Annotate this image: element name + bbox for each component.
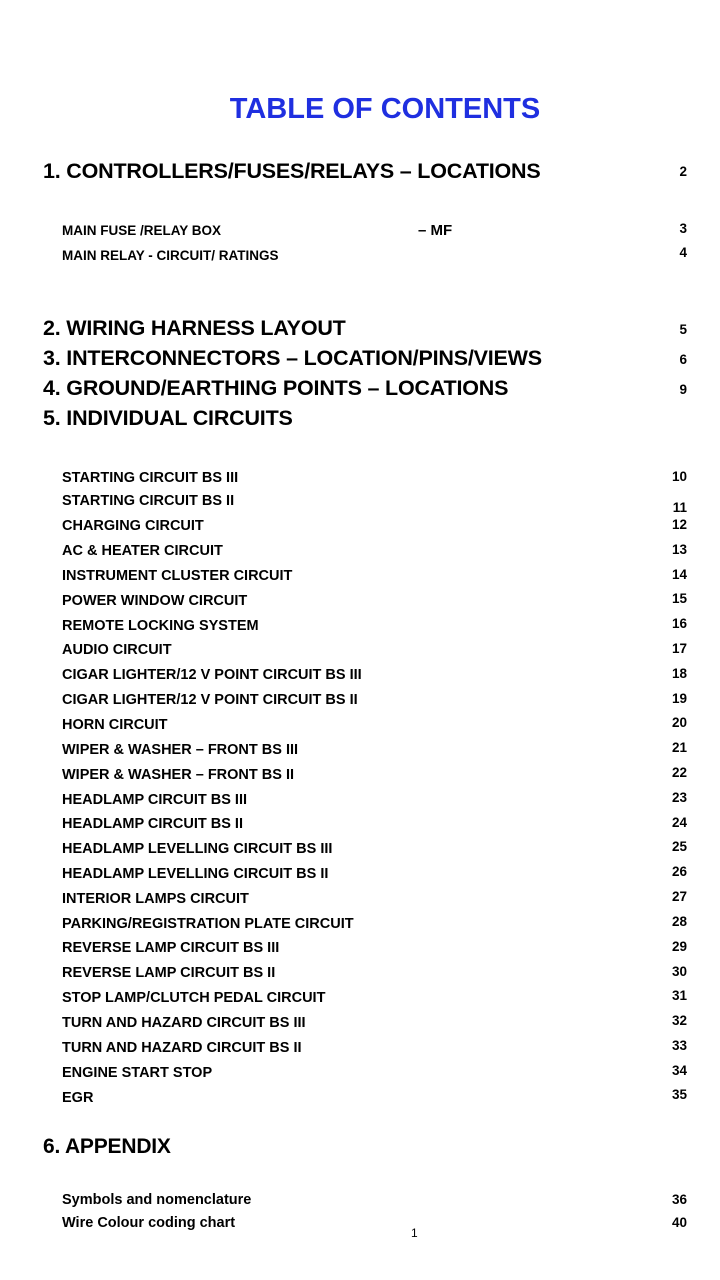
toc-item-page: 34 bbox=[671, 1063, 687, 1078]
toc-item[interactable]: STARTING CIRCUIT BS III bbox=[62, 470, 239, 486]
toc-item-page: 35 bbox=[671, 1087, 687, 1102]
toc-item[interactable]: HEADLAMP LEVELLING CIRCUIT BS II bbox=[62, 866, 329, 882]
toc-item-mf-suffix: – MF bbox=[418, 222, 453, 239]
section-2-heading[interactable]: 2. WIRING HARNESS LAYOUT bbox=[43, 316, 346, 340]
section-1-heading[interactable]: 1. CONTROLLERS/FUSES/RELAYS – LOCATIONS bbox=[43, 159, 541, 183]
section-1-page: 2 bbox=[679, 164, 687, 179]
toc-item[interactable]: CIGAR LIGHTER/12 V POINT CIRCUIT BS III bbox=[62, 667, 362, 683]
toc-item[interactable]: EGR bbox=[62, 1090, 94, 1106]
toc-item[interactable]: REVERSE LAMP CIRCUIT BS III bbox=[62, 940, 280, 956]
toc-item-page: 24 bbox=[671, 815, 687, 830]
section-6-heading[interactable]: 6. APPENDIX bbox=[43, 1135, 171, 1158]
toc-item-page: 29 bbox=[671, 939, 687, 954]
toc-item-page: 31 bbox=[671, 988, 687, 1003]
toc-item[interactable]: INSTRUMENT CLUSTER CIRCUIT bbox=[62, 568, 293, 584]
toc-item[interactable]: HORN CIRCUIT bbox=[62, 717, 168, 733]
toc-item[interactable]: INTERIOR LAMPS CIRCUIT bbox=[62, 891, 249, 907]
toc-item[interactable]: STOP LAMP/CLUTCH PEDAL CIRCUIT bbox=[62, 990, 326, 1006]
toc-item[interactable]: ENGINE START STOP bbox=[62, 1065, 213, 1081]
toc-item[interactable]: REMOTE LOCKING SYSTEM bbox=[62, 618, 259, 634]
toc-item-page: 32 bbox=[671, 1013, 687, 1028]
toc-item[interactable]: CHARGING CIRCUIT bbox=[62, 518, 204, 534]
toc-item-page: 30 bbox=[671, 964, 687, 979]
toc-item-page: 26 bbox=[671, 864, 687, 879]
toc-item-page: 28 bbox=[671, 914, 687, 929]
toc-item-page: 27 bbox=[671, 889, 687, 904]
toc-item-page: 18 bbox=[671, 666, 687, 681]
toc-item-page: 16 bbox=[671, 616, 687, 631]
toc-item[interactable]: AC & HEATER CIRCUIT bbox=[62, 543, 223, 559]
footer-page-number: 1 bbox=[411, 1226, 418, 1240]
toc-item-wire-colour[interactable]: Wire Colour coding chart bbox=[62, 1215, 236, 1231]
toc-item-page: 23 bbox=[671, 790, 687, 805]
toc-item-page: 21 bbox=[671, 740, 687, 755]
page-title: TABLE OF CONTENTS bbox=[229, 93, 541, 125]
toc-item[interactable]: PARKING/REGISTRATION PLATE CIRCUIT bbox=[62, 916, 354, 932]
toc-item-page: 13 bbox=[671, 542, 687, 557]
toc-item-main-relay[interactable]: MAIN RELAY - CIRCUIT/ RATINGS bbox=[62, 248, 279, 263]
toc-item[interactable]: TURN AND HAZARD CIRCUIT BS II bbox=[62, 1040, 302, 1056]
section-4-heading[interactable]: 4. GROUND/EARTHING POINTS – LOCATIONS bbox=[43, 376, 509, 400]
toc-item-page: 19 bbox=[671, 691, 687, 706]
toc-item-page: 22 bbox=[671, 765, 687, 780]
section-5-heading[interactable]: 5. INDIVIDUAL CIRCUITS bbox=[43, 406, 293, 430]
toc-item[interactable]: WIPER & WASHER – FRONT BS II bbox=[62, 767, 295, 783]
toc-item-page: 17 bbox=[671, 641, 687, 656]
toc-item[interactable]: TURN AND HAZARD CIRCUIT BS III bbox=[62, 1015, 306, 1031]
toc-item-page: 36 bbox=[671, 1192, 687, 1207]
toc-item-page: 33 bbox=[671, 1038, 687, 1053]
toc-item-page: 25 bbox=[671, 839, 687, 854]
toc-item[interactable]: STARTING CIRCUIT BS II bbox=[62, 493, 235, 509]
toc-item-page: 14 bbox=[671, 567, 687, 582]
toc-item[interactable]: POWER WINDOW CIRCUIT bbox=[62, 593, 248, 609]
section-3-heading[interactable]: 3. INTERCONNECTORS – LOCATION/PINS/VIEWS bbox=[43, 346, 542, 370]
toc-item-page: 15 bbox=[671, 591, 687, 606]
toc-item-page: 4 bbox=[679, 245, 687, 260]
toc-item[interactable]: HEADLAMP CIRCUIT BS II bbox=[62, 816, 243, 832]
toc-item-page: 20 bbox=[671, 715, 687, 730]
section-2-page: 5 bbox=[679, 322, 687, 337]
toc-item-page: 10 bbox=[671, 469, 687, 484]
toc-item[interactable]: WIPER & WASHER – FRONT BS III bbox=[62, 742, 299, 758]
toc-item-symbols[interactable]: Symbols and nomenclature bbox=[62, 1192, 252, 1208]
toc-item-page: 11 bbox=[672, 500, 687, 515]
toc-item-page: 3 bbox=[679, 221, 687, 236]
toc-item[interactable]: CIGAR LIGHTER/12 V POINT CIRCUIT BS II bbox=[62, 692, 358, 708]
toc-item[interactable]: HEADLAMP CIRCUIT BS III bbox=[62, 792, 248, 808]
toc-item-main-fuse-relay-box[interactable]: MAIN FUSE /RELAY BOX bbox=[62, 223, 222, 238]
toc-item-page: 12 bbox=[671, 517, 687, 532]
section-3-page: 6 bbox=[679, 352, 687, 367]
toc-item-page: 40 bbox=[671, 1215, 687, 1230]
toc-item[interactable]: REVERSE LAMP CIRCUIT BS II bbox=[62, 965, 276, 981]
toc-item[interactable]: HEADLAMP LEVELLING CIRCUIT BS III bbox=[62, 841, 333, 857]
section-4-page: 9 bbox=[679, 382, 687, 397]
toc-item[interactable]: AUDIO CIRCUIT bbox=[62, 642, 172, 658]
